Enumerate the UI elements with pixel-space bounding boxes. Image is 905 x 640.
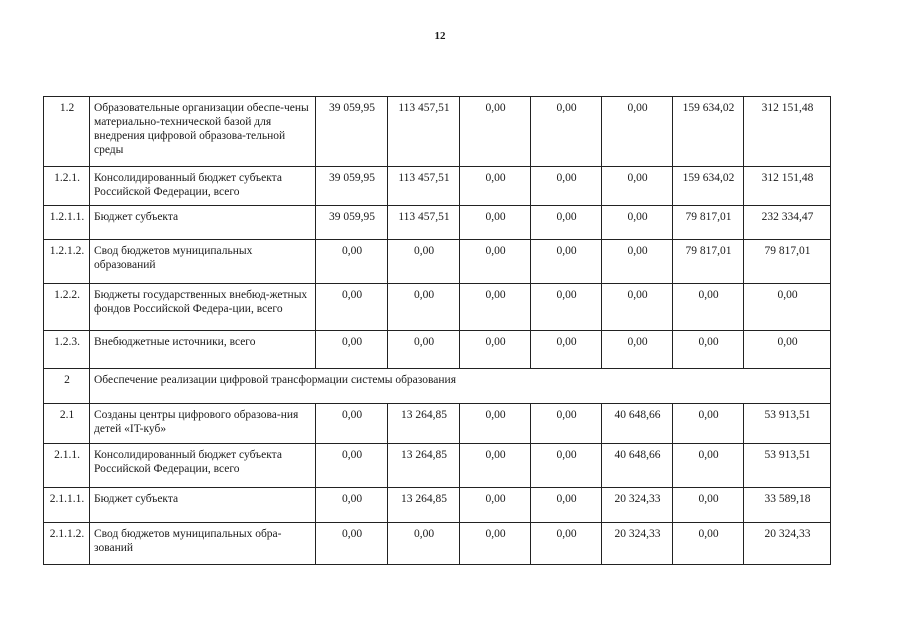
- row-description: Внебюджетные источники, всего: [90, 331, 316, 369]
- total-cell: 232 334,47: [744, 206, 831, 240]
- value-cell: 0,00: [388, 284, 460, 331]
- row-number: 1.2.1.2.: [44, 240, 90, 284]
- row-number: 2: [44, 369, 90, 404]
- value-cell: 0,00: [388, 523, 460, 565]
- value-cell: 0,00: [460, 284, 531, 331]
- value-cell: 0,00: [602, 206, 673, 240]
- value-cell: 0,00: [316, 444, 388, 488]
- value-cell: 0,00: [460, 331, 531, 369]
- value-cell: 13 264,85: [388, 488, 460, 523]
- value-cell: 0,00: [531, 404, 602, 444]
- table-row: [44, 404, 831, 444]
- page-number: 12: [434, 30, 446, 42]
- table-row: [44, 284, 831, 331]
- value-cell: 113 457,51: [388, 167, 460, 206]
- value-cell: 20 324,33: [602, 488, 673, 523]
- total-cell: 53 913,51: [744, 444, 831, 488]
- row-description: Свод бюджетов муниципальных обра-зований: [90, 523, 316, 565]
- total-cell: 33 589,18: [744, 488, 831, 523]
- row-number: 2.1: [44, 404, 90, 444]
- row-description: Свод бюджетов муниципальных образований: [90, 240, 316, 284]
- value-cell: 0,00: [531, 488, 602, 523]
- row-number: 1.2.1.: [44, 167, 90, 206]
- value-cell: 0,00: [602, 167, 673, 206]
- table-row: [44, 167, 831, 206]
- value-cell: 79 817,01: [673, 206, 744, 240]
- value-cell: 0,00: [531, 240, 602, 284]
- value-cell: 0,00: [531, 444, 602, 488]
- value-cell: 0,00: [673, 523, 744, 565]
- row-number: 1.2: [44, 97, 90, 167]
- table-row: [44, 206, 831, 240]
- table-body: [44, 97, 831, 565]
- table-row: [44, 523, 831, 565]
- value-cell: 113 457,51: [388, 206, 460, 240]
- value-cell: 0,00: [316, 240, 388, 284]
- value-cell: 0,00: [602, 284, 673, 331]
- value-cell: 0,00: [316, 331, 388, 369]
- value-cell: 0,00: [316, 404, 388, 444]
- value-cell: 0,00: [316, 523, 388, 565]
- value-cell: 0,00: [388, 331, 460, 369]
- section-title: Обеспечение реализации цифровой трансформации системы образования: [90, 369, 831, 404]
- total-cell: 0,00: [744, 331, 831, 369]
- value-cell: 0,00: [531, 523, 602, 565]
- row-number: 1.2.2.: [44, 284, 90, 331]
- value-cell: 0,00: [531, 167, 602, 206]
- value-cell: 39 059,95: [316, 97, 388, 167]
- value-cell: 39 059,95: [316, 206, 388, 240]
- value-cell: 0,00: [602, 97, 673, 167]
- table-row: [44, 488, 831, 523]
- value-cell: 39 059,95: [316, 167, 388, 206]
- value-cell: 79 817,01: [673, 240, 744, 284]
- value-cell: 0,00: [316, 488, 388, 523]
- value-cell: 0,00: [460, 240, 531, 284]
- row-number: 1.2.1.1.: [44, 206, 90, 240]
- row-number: 1.2.3.: [44, 331, 90, 369]
- value-cell: 0,00: [460, 167, 531, 206]
- value-cell: 113 457,51: [388, 97, 460, 167]
- section-row: [44, 369, 831, 404]
- row-description: Созданы центры цифрового образова-ния детей «IT-куб»: [90, 404, 316, 444]
- value-cell: 0,00: [460, 404, 531, 444]
- row-description: Консолидированный бюджет субъекта Российской Федерации, всего: [90, 167, 316, 206]
- row-description: Бюджет субъекта: [90, 488, 316, 523]
- value-cell: 0,00: [388, 240, 460, 284]
- value-cell: 0,00: [673, 284, 744, 331]
- value-cell: 0,00: [460, 523, 531, 565]
- value-cell: 0,00: [531, 331, 602, 369]
- value-cell: 0,00: [460, 97, 531, 167]
- total-cell: 312 151,48: [744, 167, 831, 206]
- value-cell: 0,00: [460, 206, 531, 240]
- value-cell: 159 634,02: [673, 167, 744, 206]
- row-description: Бюджет субъекта: [90, 206, 316, 240]
- value-cell: 20 324,33: [602, 523, 673, 565]
- value-cell: 0,00: [673, 404, 744, 444]
- total-cell: 79 817,01: [744, 240, 831, 284]
- row-description: Консолидированный бюджет субъекта Российской Федерации, всего: [90, 444, 316, 488]
- row-number: 2.1.1.2.: [44, 523, 90, 565]
- row-description: Бюджеты государственных внебюд-жетных фондов Российской Федера-ции, всего: [90, 284, 316, 331]
- value-cell: 0,00: [673, 444, 744, 488]
- total-cell: 20 324,33: [744, 523, 831, 565]
- table-row: [44, 444, 831, 488]
- value-cell: 0,00: [316, 284, 388, 331]
- value-cell: 0,00: [531, 284, 602, 331]
- value-cell: 0,00: [673, 331, 744, 369]
- value-cell: 0,00: [602, 331, 673, 369]
- value-cell: 40 648,66: [602, 404, 673, 444]
- value-cell: 0,00: [531, 206, 602, 240]
- value-cell: 13 264,85: [388, 404, 460, 444]
- table-row: [44, 331, 831, 369]
- total-cell: 312 151,48: [744, 97, 831, 167]
- budget-table: [43, 96, 831, 565]
- value-cell: 0,00: [460, 488, 531, 523]
- row-number: 2.1.1.1.: [44, 488, 90, 523]
- value-cell: 13 264,85: [388, 444, 460, 488]
- value-cell: 159 634,02: [673, 97, 744, 167]
- value-cell: 0,00: [602, 240, 673, 284]
- value-cell: 40 648,66: [602, 444, 673, 488]
- row-number: 2.1.1.: [44, 444, 90, 488]
- value-cell: 0,00: [460, 444, 531, 488]
- value-cell: 0,00: [531, 97, 602, 167]
- total-cell: 0,00: [744, 284, 831, 331]
- table-row: [44, 97, 831, 167]
- value-cell: 0,00: [673, 488, 744, 523]
- row-description: Образовательные организации обеспе-чены материально-технической базой для внедрения цифровой образова-тельной среды: [90, 97, 316, 167]
- total-cell: 53 913,51: [744, 404, 831, 444]
- table-row: [44, 240, 831, 284]
